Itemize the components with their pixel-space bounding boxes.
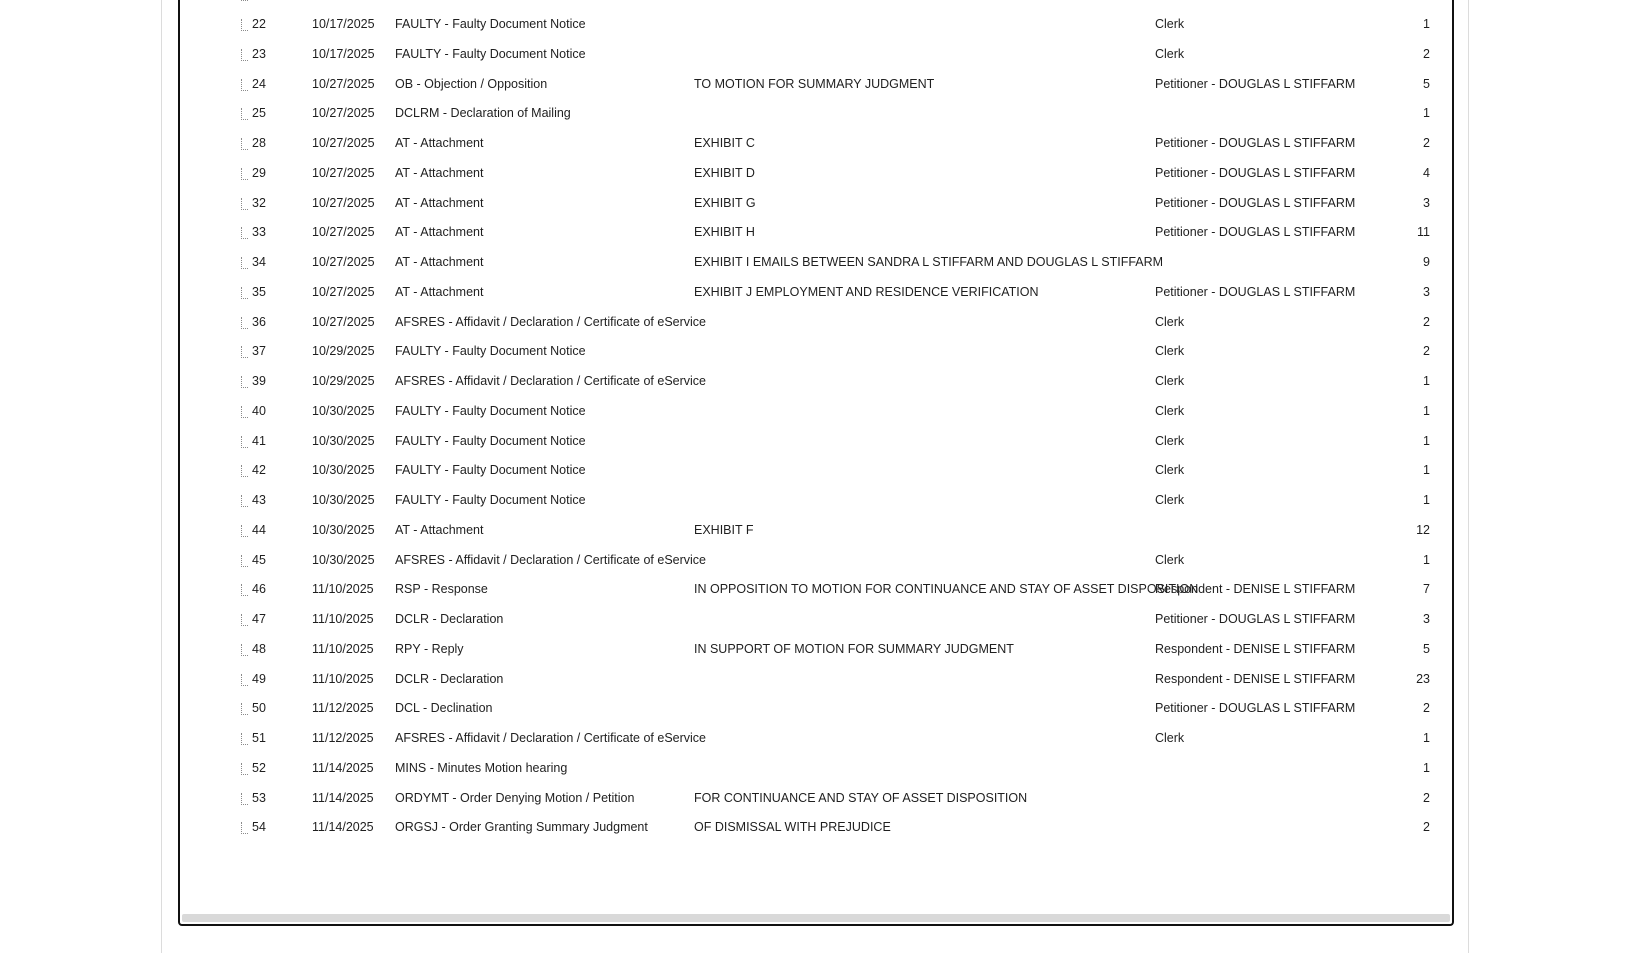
entry-type[interactable]: DCL - Declination [395, 701, 493, 716]
entry-date: 10/27/2025 [312, 314, 375, 329]
entry-pages: 1 [1423, 731, 1430, 745]
tree-connector [241, 188, 249, 219]
entry-type[interactable]: ORGSJ - Order Granting Summary Judgment [395, 820, 648, 835]
entry-party: Respondent - DENISE L STIFFARM [1155, 641, 1356, 656]
table-row[interactable] [180, 426, 1452, 457]
entry-number: 49 [252, 671, 266, 686]
entry-date: 11/10/2025 [312, 671, 374, 686]
table-row[interactable] [180, 217, 1452, 248]
tree-connector [241, 217, 249, 248]
entry-number: 25 [252, 106, 266, 121]
table-row[interactable] [180, 307, 1452, 338]
entry-type[interactable]: AFSRES - Affidavit / Declaration / Certificate of eService [395, 314, 707, 329]
docket-entries-panel [178, 0, 1454, 926]
entry-type[interactable]: AFSRES - Affidavit / Declaration / Certificate of eService [395, 552, 707, 567]
tree-connector [241, 9, 249, 40]
entry-number: 42 [252, 463, 266, 478]
tree-connector [241, 812, 249, 843]
entry-description: EXHIBIT C [694, 136, 755, 150]
entry-pages: 1 [1423, 374, 1430, 388]
entry-type[interactable]: AT - Attachment [395, 255, 484, 269]
entry-date: 10/30/2025 [312, 433, 375, 448]
entry-pages: 2 [1423, 790, 1430, 805]
entry-party: Petitioner - DOUGLAS L STIFFARM [1155, 612, 1356, 626]
entry-number: 33 [252, 225, 266, 240]
entry-description: EXHIBIT D [694, 165, 755, 180]
entry-pages: 1 [1423, 463, 1430, 478]
entry-type[interactable]: AT - Attachment [395, 522, 484, 537]
tree-connector [241, 574, 249, 605]
horizontal-scrollbar[interactable] [182, 914, 1450, 922]
entry-description: EXHIBIT G [694, 195, 756, 210]
entry-date: 10/30/2025 [312, 493, 375, 507]
entry-pages: 2 [1423, 344, 1430, 359]
table-row[interactable] [180, 515, 1452, 546]
entry-type[interactable]: AT - Attachment [395, 195, 484, 210]
entry-number: 53 [252, 790, 266, 805]
entry-number: 36 [252, 314, 266, 329]
entry-type[interactable]: FAULTY - Faulty Document Notice [395, 46, 586, 61]
entry-party: Clerk [1155, 403, 1185, 418]
entry-pages: 9 [1423, 255, 1430, 269]
entry-pages: 2 [1423, 820, 1430, 835]
entry-party: Petitioner - DOUGLAS L STIFFARM [1155, 76, 1356, 91]
entry-type[interactable]: ORDYMT - Order Denying Motion / Petition [395, 790, 635, 805]
entry-type[interactable]: RSP - Response [395, 582, 488, 597]
entry-number: 48 [252, 641, 266, 656]
entry-pages: 1 [1423, 760, 1430, 775]
entry-number: 22 [252, 17, 266, 31]
entry-party: Clerk [1155, 731, 1185, 745]
table-row[interactable] [180, 188, 1452, 219]
entry-type[interactable]: MINS - Minutes Motion hearing [395, 760, 568, 775]
entry-number: 37 [252, 344, 266, 359]
tree-connector [241, 783, 249, 814]
entry-party: Petitioner - DOUGLAS L STIFFARM [1155, 195, 1356, 210]
entry-type[interactable]: DCLR - Declaration [395, 612, 504, 626]
entry-date: 10/27/2025 [312, 165, 375, 180]
entry-date: 10/17/2025 [312, 46, 375, 61]
entry-party: Clerk [1155, 552, 1185, 567]
entry-pages: 23 [1416, 671, 1430, 686]
entry-type[interactable]: AT - Attachment [395, 225, 484, 240]
entry-date: 10/17/2025 [312, 17, 375, 31]
entry-number: 29 [252, 165, 266, 180]
table-row[interactable] [180, 664, 1452, 695]
tree-connector [241, 128, 249, 159]
entry-pages: 1 [1423, 106, 1430, 121]
table-row[interactable] [180, 247, 1452, 278]
entry-date: 10/29/2025 [312, 344, 375, 359]
tree-connector [241, 69, 249, 100]
entry-party: Petitioner - DOUGLAS L STIFFARM [1155, 136, 1356, 150]
table-row[interactable] [180, 812, 1452, 843]
entry-date: 10/27/2025 [312, 284, 375, 299]
tree-connector [241, 336, 249, 367]
table-row[interactable] [180, 277, 1452, 308]
entry-number: 40 [252, 403, 266, 418]
entry-party: Petitioner - DOUGLAS L STIFFARM [1155, 284, 1356, 299]
tree-connector [241, 753, 249, 784]
tree-connector [241, 426, 249, 457]
table-row[interactable] [180, 485, 1452, 516]
entry-pages: 3 [1423, 195, 1430, 210]
entry-type[interactable]: RPY - Reply [395, 641, 464, 656]
entry-number: 44 [252, 522, 266, 537]
entry-description: OF DISMISSAL WITH PREJUDICE [694, 820, 891, 835]
table-row[interactable] [180, 69, 1452, 100]
table-row[interactable] [180, 634, 1452, 665]
tree-connector [241, 693, 249, 724]
table-row[interactable] [180, 158, 1452, 189]
tree-connector [241, 158, 249, 189]
entry-date: 11/10/2025 [312, 582, 374, 597]
table-row[interactable] [180, 9, 1452, 40]
entry-pages: 2 [1423, 136, 1430, 150]
entry-type[interactable]: FAULTY - Faulty Document Notice [395, 17, 586, 31]
tree-connector [241, 366, 249, 397]
entry-pages: 4 [1423, 165, 1430, 180]
entry-party: Clerk [1155, 344, 1185, 359]
tree-connector [241, 455, 249, 486]
entry-party: Clerk [1155, 314, 1185, 329]
entry-description: IN OPPOSITION TO MOTION FOR CONTINUANCE AND STAY OF ASSET DISPOSITION [694, 582, 1199, 597]
tree-connector [241, 723, 249, 754]
entry-number: 28 [252, 136, 266, 150]
entry-description: TO MOTION FOR SUMMARY JUDGMENT [694, 76, 935, 91]
entry-pages: 3 [1423, 612, 1430, 626]
table-row[interactable] [180, 39, 1452, 70]
entry-type[interactable]: AFSRES - Affidavit / Declaration / Certificate of eService [395, 731, 707, 745]
table-row[interactable] [180, 545, 1452, 576]
entry-type[interactable]: AT - Attachment [395, 165, 484, 180]
entry-pages: 1 [1423, 552, 1430, 567]
tree-connector [241, 307, 249, 338]
entry-type[interactable]: FAULTY - Faulty Document Notice [395, 463, 586, 478]
tree-connector [241, 634, 249, 665]
entry-date: 10/30/2025 [312, 403, 375, 418]
entry-date: 11/14/2025 [312, 820, 374, 835]
entry-type[interactable]: AT - Attachment [395, 284, 484, 299]
entry-type[interactable]: AT - Attachment [395, 136, 484, 150]
entry-number: 34 [252, 255, 266, 269]
table-row[interactable] [180, 753, 1452, 784]
entry-number: 41 [252, 433, 266, 448]
entry-pages: 2 [1423, 46, 1430, 61]
table-row[interactable] [180, 336, 1452, 367]
entry-pages: 11 [1417, 225, 1430, 240]
entry-date: 11/10/2025 [312, 641, 374, 656]
entry-description: EXHIBIT I EMAILS BETWEEN SANDRA L STIFFARM AND DOUGLAS L STIFFARM [694, 255, 1164, 269]
entry-party: Petitioner - DOUGLAS L STIFFARM [1155, 165, 1356, 180]
entry-type[interactable]: OB - Objection / Opposition [395, 76, 548, 91]
entry-description: FOR CONTINUANCE AND STAY OF ASSET DISPOSITION [694, 790, 1028, 805]
entry-number: 50 [252, 701, 266, 716]
tree-connector [241, 396, 249, 427]
entry-number: 45 [252, 552, 266, 567]
table-row[interactable] [180, 723, 1452, 754]
entry-party: Petitioner - DOUGLAS L STIFFARM [1155, 701, 1356, 716]
entry-description: IN SUPPORT OF MOTION FOR SUMMARY JUDGMENT [694, 641, 1014, 656]
entry-pages: 1 [1423, 17, 1430, 31]
entry-date: 10/30/2025 [312, 552, 375, 567]
entry-party: Clerk [1155, 463, 1185, 478]
entry-pages: 1 [1423, 403, 1430, 418]
entry-party: Clerk [1155, 374, 1185, 388]
table-row[interactable] [180, 574, 1452, 605]
entry-party: Clerk [1155, 493, 1185, 507]
entry-type[interactable]: AFSRES - Affidavit / Declaration / Certificate of eService [395, 374, 707, 388]
tree-connector [241, 515, 249, 546]
entry-type[interactable]: DCLRM - Declaration of Mailing [395, 106, 571, 121]
entry-pages: 5 [1423, 76, 1430, 91]
entry-number: 23 [252, 46, 266, 61]
entry-number: 52 [252, 760, 266, 775]
entry-number: 54 [252, 820, 266, 835]
entry-date: 10/27/2025 [312, 195, 375, 210]
entry-pages: 3 [1423, 284, 1430, 299]
entry-description: EXHIBIT H [694, 225, 755, 240]
tree-connector [241, 39, 249, 70]
entry-pages: 1 [1423, 433, 1430, 448]
entry-number: 46 [252, 582, 266, 597]
entry-description: EXHIBIT F [694, 522, 754, 537]
entry-party: Clerk [1155, 46, 1185, 61]
entry-number: 35 [252, 284, 266, 299]
entry-number: 32 [252, 195, 266, 210]
entry-date: 10/29/2025 [312, 374, 375, 388]
tree-connector [241, 604, 249, 635]
entry-description: EXHIBIT J EMPLOYMENT AND RESIDENCE VERIFICATION [694, 284, 1039, 299]
entry-date: 10/27/2025 [312, 136, 375, 150]
entry-date: 10/27/2025 [312, 225, 375, 240]
entry-number: 51 [252, 731, 266, 745]
entry-party: Respondent - DENISE L STIFFARM [1155, 582, 1356, 597]
entry-date: 10/30/2025 [312, 463, 375, 478]
entry-date: 10/30/2025 [312, 522, 375, 537]
entry-pages: 5 [1423, 641, 1430, 656]
entry-pages: 12 [1416, 522, 1430, 537]
entry-date: 11/12/2025 [312, 701, 374, 716]
entry-type[interactable]: FAULTY - Faulty Document Notice [395, 493, 586, 507]
entry-pages: 1 [1423, 493, 1430, 507]
tree-connector [241, 545, 249, 576]
entry-number: 43 [252, 493, 266, 507]
entry-date: 10/27/2025 [312, 106, 375, 121]
entry-type[interactable]: FAULTY - Faulty Document Notice [395, 344, 586, 359]
table-row[interactable] [180, 604, 1452, 635]
table-row[interactable] [180, 128, 1452, 159]
entry-pages: 7 [1423, 582, 1430, 597]
entry-date: 11/14/2025 [312, 790, 374, 805]
table-row[interactable] [180, 366, 1452, 397]
entry-party: Clerk [1155, 433, 1185, 448]
entry-number: 47 [252, 612, 266, 626]
entry-party: Petitioner - DOUGLAS L STIFFARM [1155, 225, 1356, 240]
table-row[interactable] [180, 455, 1452, 486]
entry-pages: 2 [1423, 701, 1430, 716]
entry-party: Respondent - DENISE L STIFFARM [1155, 671, 1356, 686]
entry-date: 10/27/2025 [312, 255, 375, 269]
tree-connector [241, 485, 249, 516]
table-row[interactable] [180, 693, 1452, 724]
tree-connector [241, 664, 249, 695]
tree-connector [241, 247, 249, 278]
table-row[interactable] [180, 396, 1452, 427]
entry-type[interactable]: FAULTY - Faulty Document Notice [395, 403, 586, 418]
tree-connector [241, 98, 249, 129]
entry-type[interactable]: FAULTY - Faulty Document Notice [395, 433, 586, 448]
entry-date: 11/10/2025 [312, 612, 374, 626]
table-row[interactable] [180, 98, 1452, 129]
tree-connector [241, 277, 249, 308]
entry-number: 24 [252, 76, 266, 91]
entry-date: 11/14/2025 [312, 760, 374, 775]
entry-party: Clerk [1155, 17, 1185, 31]
entry-pages: 2 [1423, 314, 1430, 329]
entry-date: 10/27/2025 [312, 76, 375, 91]
entry-type[interactable]: DCLR - Declaration [395, 671, 504, 686]
table-row[interactable] [180, 783, 1452, 814]
entry-number: 39 [252, 374, 266, 388]
entry-date: 11/12/2025 [312, 731, 374, 745]
